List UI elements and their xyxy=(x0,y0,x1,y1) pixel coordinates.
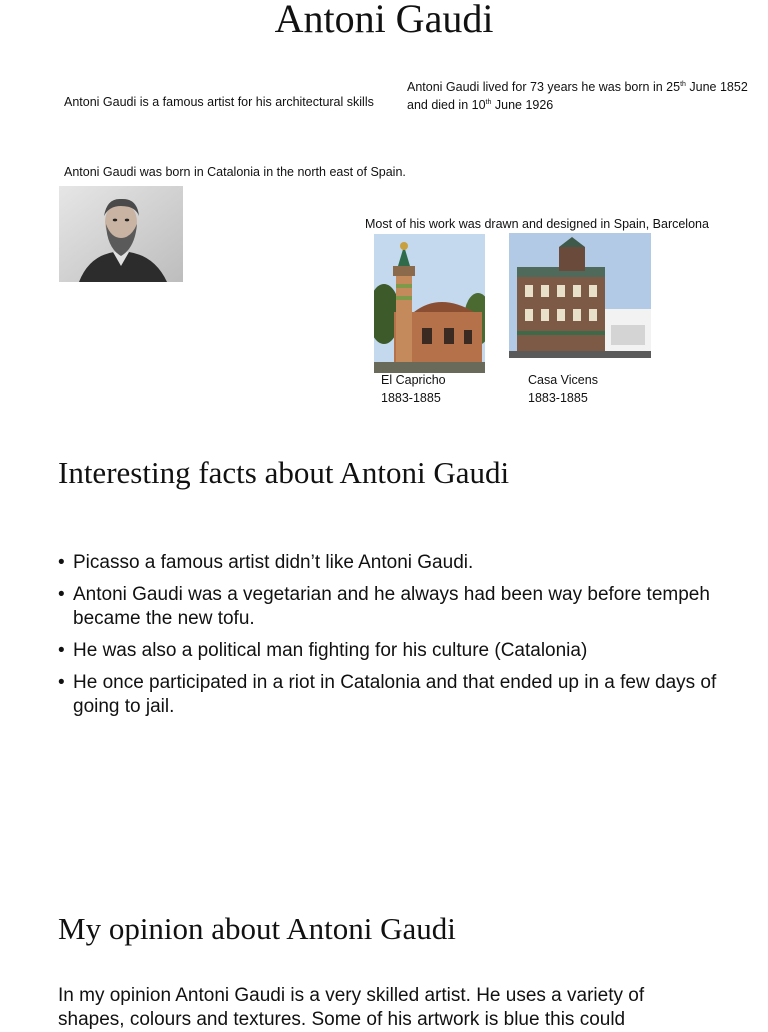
building-name: Casa Vicens xyxy=(528,373,598,387)
el-capricho-image xyxy=(374,234,485,373)
opinion-text: In my opinion Antoni Gaudi is a very skilled artist. He uses a variety of shapes, colours and textures. Some of his artwork is blue this could xyxy=(58,985,645,1030)
building-years: 1883-1885 xyxy=(528,391,588,405)
portrait-drawing xyxy=(59,186,183,282)
building-name: El Capricho xyxy=(381,373,446,387)
casa-vicens-caption xyxy=(528,371,598,407)
facts-list xyxy=(58,551,718,727)
lifespan-text xyxy=(407,78,748,114)
fact-text: Antoni Gaudi was a vegetarian and he always had been way before tempeh became the new tofu. xyxy=(73,584,710,629)
bullet-icon: • xyxy=(58,584,65,605)
lifespan-line-2 xyxy=(407,96,748,114)
fact-text: He was also a political man fighting for his culture (Catalonia) xyxy=(73,640,588,661)
fact-text: Picasso a famous artist didn’t like Antoni Gaudi. xyxy=(73,552,474,573)
el-capricho-drawing xyxy=(374,234,485,373)
opinion-heading: My opinion about Antoni Gaudi xyxy=(58,911,456,946)
intro-text: Antoni Gaudi is a famous artist for his architectural skills xyxy=(64,95,374,109)
lifespan-born-text: Antoni Gaudi lived for 73 years he was born in 25 xyxy=(407,80,681,94)
bullet-icon: • xyxy=(58,672,65,693)
ordinal-suffix: th xyxy=(680,80,686,88)
fact-text: He once participated in a riot in Catalonia and that ended up in a few days of going to jail. xyxy=(73,672,717,717)
bullet-icon: • xyxy=(58,640,65,661)
building-years: 1883-1885 xyxy=(381,391,441,405)
casa-vicens-image xyxy=(509,233,651,358)
lifespan-died-date: June 1926 xyxy=(491,98,554,112)
casa-vicens-drawing xyxy=(509,233,651,358)
fact-item xyxy=(58,583,718,631)
gaudi-portrait-image xyxy=(59,186,183,282)
lifespan-died-text: and died in 10 xyxy=(407,98,486,112)
lifespan-born-date: June 1852 xyxy=(685,80,748,94)
page-title: Antoni Gaudi xyxy=(274,0,494,41)
bullet-icon: • xyxy=(58,552,65,573)
fact-item xyxy=(58,551,718,575)
ordinal-suffix: th xyxy=(485,98,492,106)
lifespan-line-1 xyxy=(407,78,748,96)
facts-heading: Interesting facts about Antoni Gaudi xyxy=(58,455,510,490)
birthplace-text: Antoni Gaudi was born in Catalonia in the north east of Spain. xyxy=(64,165,406,179)
el-capricho-caption xyxy=(381,371,446,407)
work-location-text: Most of his work was drawn and designed in Spain, Barcelona xyxy=(365,217,709,231)
fact-item xyxy=(58,639,718,663)
fact-item xyxy=(58,671,718,719)
